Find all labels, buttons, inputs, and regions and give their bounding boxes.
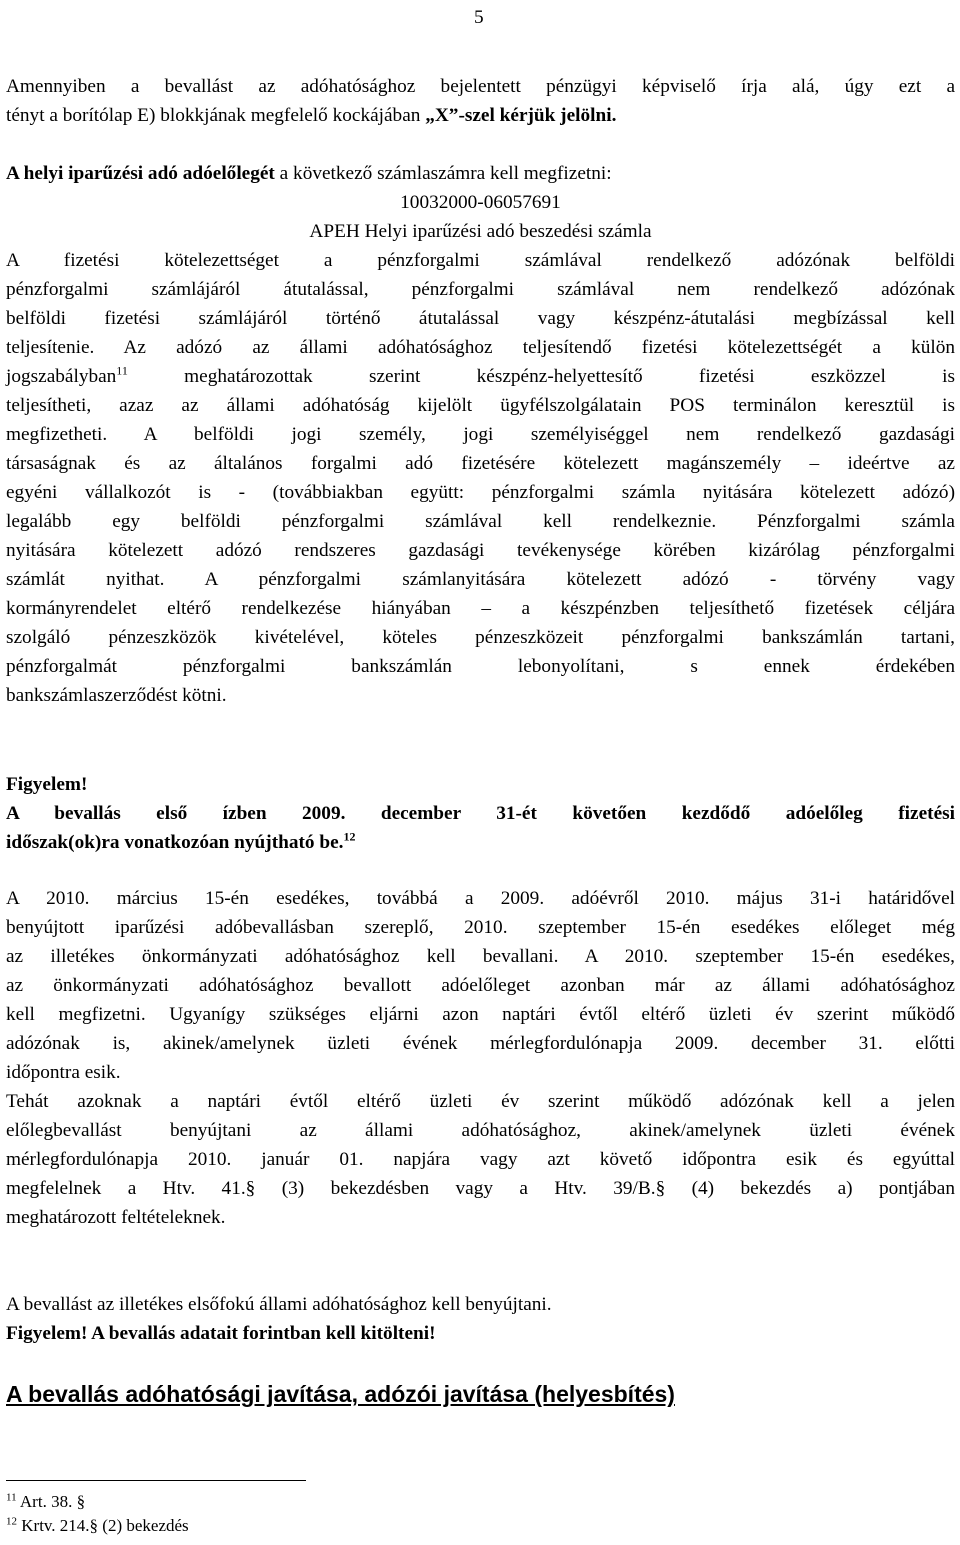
text-line: tényt a borítólap E) blokkjának megfelelő kockájában „X”-szel kérjük jelölni. — [6, 105, 617, 126]
paragraph-representative — [6, 72, 955, 130]
text-line: legalább egy belföldi pénzforgalmi számlával kell rendelkeznie. Pénzforgalmi számla — [6, 511, 955, 532]
text-line: számlát nyithat. A pénzforgalmi számlanyitására kötelezett adózó - törvény vagy — [6, 569, 955, 590]
text-line: Amennyiben a bevallást az adóhatósághoz bejelentett pénzügyi képviselő írja alá, úgy ezt a — [6, 76, 955, 97]
paragraph-deadlines — [6, 884, 955, 1087]
text-line: kormányrendelet eltérő rendelkezése hiányában – a készpénzben teljesíthető fizetések céljára — [6, 598, 955, 619]
page-number: 5 — [474, 7, 484, 28]
paragraph-payment — [6, 246, 955, 710]
text-line: teljesítenie. Az adózó az állami adóhatósághoz teljesítendő fizetési kötelezettségét a külön — [6, 337, 955, 358]
text-line: pénzforgalmát pénzforgalmi bankszámlán lebonyolítani, s ennek érdekében — [6, 656, 955, 677]
text-line: társaságnak és az általános forgalmi adó fizetésére kötelezett magánszemély – ideértve az — [6, 453, 955, 474]
text-line: megfelelnek a Htv. 41.§ (3) bekezdésben vagy a Htv. 39/B.§ (4) bekezdés a) pontjában — [6, 1178, 955, 1199]
text-line: pénzforgalmi számlájáról átutalással, pénzforgalmi számlával nem rendelkező adózónak — [6, 279, 955, 300]
text-line: az önkormányzati adóhatósághoz bevallott adóelőleget azonban már az állami adóhatósághoz — [6, 975, 955, 996]
submission-notes — [6, 1290, 955, 1348]
account-name: APEH Helyi iparűzési adó beszedési számla — [309, 221, 652, 242]
notice-text: A bevallás első ízben 2009. december 31-ét követően kezdődő adóelőleg fizetési — [6, 803, 955, 824]
text-line: A fizetési kötelezettséget a pénzforgalmi számlával rendelkező adózónak belföldi — [6, 250, 955, 271]
text-line: az illetékes önkormányzati adóhatósághoz kell bevallani. A 2010. szeptember 15-én esedékes, — [6, 946, 955, 967]
submit-line: A bevallást az illetékes elsőfokú állami adóhatósághoz kell benyújtani. — [6, 1294, 552, 1315]
account-info — [6, 159, 955, 246]
footnotes — [6, 1490, 189, 1538]
text-line: belföldi fizetési számlájáról történő átutalással vagy készpénz-átutalási megbízással kell — [6, 308, 955, 329]
text-line: Tehát azoknak a naptári évtől eltérő üzleti év szerint működő adózónak kell a jelen — [6, 1091, 955, 1112]
notice-first-submission — [6, 770, 955, 857]
notice-text: időszak(ok)ra vonatkozóan nyújtható be.$^{12}$ — [6, 829, 356, 853]
text-line: szolgáló pénzeszközök kivételével, köteles pénzeszközeit pénzforgalmi bankszámlán tartani, — [6, 627, 955, 648]
text-line: megfizetheti. A belföldi jogi személy, jogi személyiséggel nem rendelkező gazdasági — [6, 424, 955, 445]
footnote-divider — [6, 1480, 306, 1481]
text-line: nyitására kötelezett adózó rendszeres gazdasági tevékenysége körében kizárólag pénzforgalmi — [6, 540, 955, 561]
account-number: 10032000-06057691 — [400, 192, 561, 213]
paragraph-fiscal-year — [6, 1087, 955, 1232]
text-line: előlegbevallást benyújtani az állami adóhatósághoz, akinek/amelynek üzleti évének — [6, 1120, 955, 1141]
text-line: időpontra esik. — [6, 1062, 121, 1083]
account-lead: A helyi iparűzési adó adóelőlegét a következő számlaszámra kell megfizetni: — [6, 163, 612, 184]
text-line: kell megfizetni. Ugyanígy szükséges eljárni azon naptári évtől eltérő üzleti év szerint működő — [6, 1004, 955, 1025]
footnote-ref-11: 11 — [116, 363, 128, 378]
text-line: benyújtott iparűzési adóbevallásban szereplő, 2010. szeptember 15-én esedékes előleget még — [6, 917, 955, 938]
notice-title: Figyelem! — [6, 774, 88, 795]
text-line: egyéni vállalkozót is - (továbbiakban együtt: pénzforgalmi számla nyitására kötelezett adózó) — [6, 482, 955, 503]
text-line: teljesítheti, azaz az állami adóhatóság kijelölt ügyfélszolgálatain POS terminálon keresztül is — [6, 395, 955, 416]
text-line: jogszabályban$^{11}$ meghatározottak szerint készpénz-helyettesítő fizetési eszközzel is — [6, 363, 955, 387]
text-line: A 2010. március 15-én esedékes, továbbá a 2009. adóévről 2010. május 31-i határidővel — [6, 888, 955, 909]
text-line: adózónak is, akinek/amelynek üzleti évének mérlegfordulónapja 2009. december 31. előtti — [6, 1033, 955, 1054]
section-heading: A bevallás adóhatósági javítása, adózói javítása (helyesbítés) — [6, 1381, 675, 1407]
text-line: bankszámlaszerződést kötni. — [6, 685, 227, 706]
footnote-12: $^{12}$ Krtv. 214.§ (2) bekezdés — [6, 1515, 189, 1535]
footnote-ref-12: 12 — [343, 829, 356, 844]
text-line: mérlegfordulónapja 2010. január 01. napjára vagy azt követő időpontra esik és egyúttal — [6, 1149, 955, 1170]
notice-forint: Figyelem! A bevallás adatait forintban kell kitölteni! — [6, 1323, 436, 1344]
text-line: meghatározott feltételeknek. — [6, 1207, 226, 1228]
footnote-11: $^{11}$ Art. 38. § — [6, 1491, 86, 1511]
